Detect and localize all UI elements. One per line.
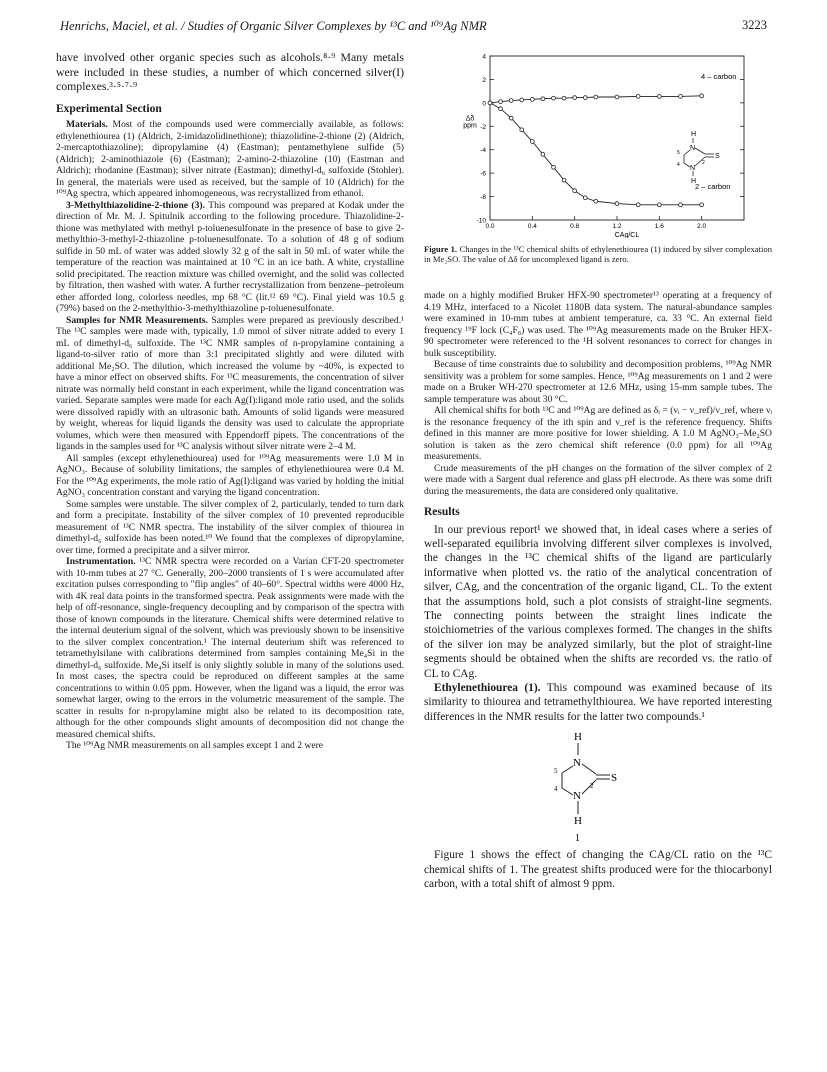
y-tick-label: -4	[480, 147, 486, 155]
x-tick-label: 1.6	[654, 223, 664, 230]
paragraph-instrumentation	[56, 556, 404, 740]
data-point	[615, 95, 619, 99]
structure-number: 2	[590, 782, 594, 791]
data-point	[541, 97, 545, 101]
inset-number: 2	[702, 160, 705, 166]
ethylenethiourea-structure	[424, 728, 772, 846]
paragraph-spectrometer: made on a highly modified Bruker HFX-90 spectrometer¹³ operating at a frequency of 4.19 MHz, interfaced to a Nicolet 1180B data system. The natural-abundance samples were examined in 10-mm tubes at ambient temperature, ca. 33 °C. An external field frequency ¹⁹F lock (C₄F₈) was used. The ¹⁰⁹Ag measurements made on the Bruker HFX-90 spectrometer were referenced to the ¹H solvent resonances to correct for changes in bulk susceptibility.	[424, 290, 772, 359]
paragraph-lead: Instrumentation.	[66, 556, 136, 568]
x-tick-label: 1.2	[612, 223, 622, 230]
paragraph-text: This compound was prepared at Kodak under the direction of Mr. M. J. Spitulnik according to the following procedure. Thiazolidine-2-thione was methylated with methyl p-toluenesulfonate in the presence of base to give 2-methylthio-3-methyl-2-thiazoline p-toluenesulfonate. To a solution of 48 g of sodium sulfide in 50 mL of water was added slowly 32 g of the salt in 50 mL of water while the temperature of the reaction was maintained at 10 °C in an ice bath. A white, crystalline solid precipitated. The reaction mixture was chilled overnight, and the solid was collected by filtration, then washed with water. A further recrystallization from benzene–petroleum ether afforded long, colorless needles, mp 68 °C (lit.¹² 69 °C). Final yield was 10.5 g (79%) based on the 2-methylthio-3-methylthiazoline p-toluenesulfonate.	[56, 199, 404, 315]
y-axis-label: Δδ	[465, 115, 475, 123]
y-axis-label-unit: ppm	[463, 122, 477, 130]
data-point	[499, 107, 503, 111]
data-point	[679, 203, 683, 207]
data-point	[530, 140, 534, 144]
y-tick-label: -8	[480, 194, 486, 202]
paragraph-lead: 3-Methylthiazolidine-2-thione (3).	[66, 199, 206, 211]
data-point	[700, 203, 704, 207]
ethylenethiourea-inset	[677, 131, 720, 185]
paragraph-chemical-shifts: All chemical shifts for both ¹³C and ¹⁰⁹Ag are defined as δᵢ = (νᵢ − ν_ref)/ν_ref, where νᵢ is the resonance frequency of the ith spin and ν_ref is the reference frequency. Shifts defined in this manner are more positive for lower shielding. A 1.0 M AgNO₃–Me₂SO solution is taken as the zero chemical shift reference (0.0 ppm) for all ¹⁰⁹Ag measurements.	[424, 405, 772, 462]
results-paragraph-1: In our previous report¹ we showed that, in ideal cases where a series of well-separated equilibria involving different silver complexes is involved, the changes in the ¹³C chemical shifts of the ligand are particularly informative when plotted vs. the ratio of the analytical concentration of silver, CAg, and the concentration of the organic ligand, CL. To the extent that the assumptions hold, such a plot consists of straight-line segments. The connecting points between the straight lines indicate the stoichiometries of the various complexes formed. The changes in the shifts of the silver ion may be analyzed similarly, but the plot of straight-line segments should be obtained when the shifts are recorded vs. the ratio of CL to CAg.	[424, 523, 772, 680]
x-tick-label: 2.0	[697, 223, 707, 230]
paragraph-ag-samples	[56, 453, 404, 499]
right-column	[424, 50, 772, 891]
caption-lead: Figure 1.	[424, 243, 458, 254]
caption-text: Changes in the ¹³C chemical shifts of ethylenethiourea (1) induced by silver complexation in Me₂SO. The value of Δδ for uncomplexed ligand is zero.	[424, 243, 772, 265]
data-point	[657, 95, 661, 99]
x-tick-label: 0.4	[527, 223, 537, 230]
shift-chart	[424, 50, 772, 238]
paragraph-text: Most of the compounds used were commercially available, as follows: ethylenethiourea (1) (Aldrich, 2-imidazolidinethione); thiazolidine-2-thione (2) (Aldrich, 2-mercaptothiazoline); dipropylamine (4) (Eastman); pentamethylene sulfide (5) (Aldrich); 2-aminothiazole (6) (Eastman); 2-amino-2-thiazoline (10) (Eastman and Aldrich); rhodanine (Eastman); silver nitrate (Eastman); dimethyl-d₆ sulfoxide (Stohler). In general, the materials were used as received, but the sample of 10 (Aldrich) for the ¹⁰⁹Ag spectra, which appeared inhomogeneous, was recrystallized from ethanol.	[56, 119, 404, 200]
data-point	[562, 178, 566, 182]
paragraph-lead: Materials.	[66, 119, 108, 131]
data-point	[530, 97, 534, 101]
data-point	[488, 101, 492, 105]
data-point	[562, 96, 566, 100]
figure-1	[424, 50, 772, 290]
data-point	[594, 199, 598, 203]
paragraph-text: Samples were prepared as previously described.¹ The ¹³C samples were made with, typically, 1.0 mmol of silver nitrate added to every 1 mL of dimethyl-d₆ sulfoxide. The ¹³C NMR samples of n-propylamine containing a ligand-to-silver ratio of more than 3:1 precipitated slightly and were diluted with additional Me₂SO. The dilution, which increased the volume by ~40%, is expected to have a minor effect on observed shifts. For ¹³C measurements, the concentration of silver nitrate was normally held constant in each experiment, while the ligand concentration was varied. Separate samples were made for each Ag(I):ligand mole ratio used, and the solids were dissolved rapidly with an ultrasonic bath. Amounts of solid ligands were measured by weight, whereas for liquid ligands the density was used to calculate the appropriate volumes, which were then measured with Eppendorff pipets. The concentrations of the ligands in the samples used for ¹³C analysis without silver nitrate were 2–4 M.	[56, 314, 404, 453]
data-point	[552, 165, 556, 169]
x-axis-label: CAg/CL	[614, 232, 640, 238]
series-label-2-carbon: 2 – carbon	[695, 182, 731, 191]
paragraph-time-constraints: Because of time constraints due to solubility and decomposition problems, ¹⁰⁹Ag NMR sensitivity was a problem for some samples. Hence, ¹⁰⁹Ag measurements on 1 and 2 were made on a Bruker WH-270 spectrometer at 12.6 MHz, using 15-mm sample tubes. The sample temperature was about 30 °C.	[424, 359, 772, 405]
data-point	[615, 202, 619, 206]
data-point	[509, 99, 513, 103]
series-label-4-carbon: 4 – carbon	[701, 72, 737, 81]
inset-atom: N	[690, 145, 696, 152]
paragraph-lead: Samples for NMR Measurements.	[66, 314, 208, 326]
paragraph-ph: Crude measurements of the pH changes on the formation of the silver complex of 2 were made with a Sargent dual reference and glass pH electrode. As there was some drift during the measurements, the data are considered only qualitative.	[424, 462, 772, 497]
data-point	[583, 196, 587, 200]
section-title: Experimental Section	[56, 102, 162, 115]
data-point	[541, 153, 545, 157]
paragraph-materials	[56, 119, 404, 200]
data-point	[583, 96, 587, 100]
figure-caption	[424, 244, 772, 265]
data-point	[700, 94, 704, 98]
left-column	[56, 50, 404, 752]
intro-paragraph: have involved other organic species such as alcohols.⁸·⁹ Many metals were included in these studies, a number of which concerned silver(I) complexes.³·⁵·⁷·⁹	[56, 50, 404, 94]
results-paragraph-3: Figure 1 shows the effect of changing the CAg/CL ratio on the ¹³C chemical shifts of 1. The greatest shifts produced were for the thiocarbonyl carbon, with a total shift of almost 9 ppm.	[424, 849, 772, 890]
structure-number: 4	[554, 785, 558, 794]
paragraph-compound-3	[56, 200, 404, 315]
inset-number: 4	[677, 162, 680, 168]
structure-atom: N	[573, 790, 581, 803]
paragraph-text: The ¹⁰⁹Ag NMR measurements on all samples except 1 and 2 were	[66, 740, 324, 752]
data-point	[573, 96, 577, 100]
paragraph-text: All samples (except ethylenethiourea) used for ¹⁰⁹Ag measurements were 1.0 M in AgNO₃. Because of solubility limitations, the samples of ethylenethiourea were 0.4 M. For the ¹⁰⁹Ag experiments, the mole ratio of Ag(I):ligand was varied by holding the initial AgNO₃ concentration constant and varying the ligand concentration.	[56, 452, 404, 499]
paragraph-ag-measurements	[56, 740, 404, 752]
data-point	[520, 98, 524, 102]
structure-atom: S	[611, 772, 618, 785]
data-point	[509, 116, 513, 120]
inset-atom: H	[691, 131, 697, 138]
inset-atom: H	[691, 178, 697, 185]
results-title: Results	[424, 506, 460, 518]
y-tick-label: -2	[480, 123, 486, 131]
paragraph-unstable	[56, 499, 404, 557]
structure-atom: H	[574, 731, 582, 744]
results-paragraph-2	[424, 681, 772, 724]
data-point	[520, 128, 524, 132]
data-point	[552, 96, 556, 100]
structure-number: 5	[554, 767, 558, 776]
data-point	[594, 95, 598, 99]
compound-number: 1	[575, 833, 580, 845]
paragraph-lead: Ethylenethiourea (1).	[434, 681, 541, 694]
paragraph-text: Some samples were unstable. The silver complex of 2, particularly, tended to turn dark and form a precipitate. Instability of the silver complex of 10 prevented reproducible measurement of ¹³C NMR spectra. The instability of the silver complex of thiourea in dimethyl-d₆ sulfoxide has been noted.¹⁰ We found that the complexes of dipropylamine, over time, formed a precipitate and a silver mirror.	[56, 498, 404, 556]
x-tick-label: 0.0	[485, 223, 495, 230]
structure-drawing	[424, 728, 772, 846]
page-number: 3223	[742, 18, 767, 32]
structure-atom: H	[574, 815, 582, 828]
paragraph-text: ¹³C NMR spectra were recorded on a Varian CFT-20 spectrometer with 10-mm tubes at 27 °C. Generally, 200–2000 transients of 1 s were accumulated after excitation pulses corresponding to "flip angles" of 40–60°. Spectral widths were 4000 Hz, with 4K real data points in the transformed spectra. Peak assignments were made with the help of off-resonance, single-frequency decoupling and by comparison of the spectra with those of known compounds in the literature. Chemical shifts were determined relative to the internal deuterium signal of the solvent, which was previously shown to be insensitive to the silver complex concentration.¹ The internal deuterium shift was referenced to tetramethylsilane with calibrations determined from samples containing Me₄Si in the dimethyl-d₆ sulfoxide. Me₄Si itself is only slightly soluble in many of the solutions used. In most cases, the spectra could be reproduced on different samples at the same concentrations to within 0.05 ppm. However, when the ligand was a liquid, the error was somewhat larger, owing to the errors in the volumetric measurement of the sample. The scatter in results for n-propylamine might also be related to its decomposition rate, although for the other compounds slight amounts of decomposition did not change the measured chemical shifts.	[56, 556, 404, 740]
data-point	[636, 95, 640, 99]
inset-atom: N	[690, 165, 696, 172]
y-tick-label: 2	[482, 76, 486, 84]
running-title: Henrichs, Maciel, et al. / Studies of Organic Silver Complexes by ¹³C and ¹⁰⁹Ag NMR	[60, 19, 487, 33]
results-section	[424, 523, 772, 892]
data-point	[499, 100, 503, 104]
x-tick-label: 0.8	[570, 223, 580, 230]
inset-number: 5	[677, 150, 680, 156]
inset-atom: S	[715, 153, 720, 160]
paragraph-samples	[56, 315, 404, 453]
data-point	[573, 189, 577, 193]
y-tick-label: -10	[476, 217, 486, 225]
y-tick-label: 0	[482, 100, 486, 108]
paragraph-text: This compound was examined because of its similarity to thiourea and tetramethylthiourea. We have reported interesting differences in the NMR results for the latter two compounds.¹	[424, 681, 773, 723]
structure-atom: N	[573, 757, 581, 770]
series-line	[490, 103, 702, 205]
page-header	[60, 18, 767, 36]
y-tick-label: 4	[482, 53, 486, 61]
data-point	[657, 203, 661, 207]
data-point	[679, 95, 683, 99]
y-tick-label: -6	[480, 170, 486, 178]
data-point	[636, 203, 640, 207]
